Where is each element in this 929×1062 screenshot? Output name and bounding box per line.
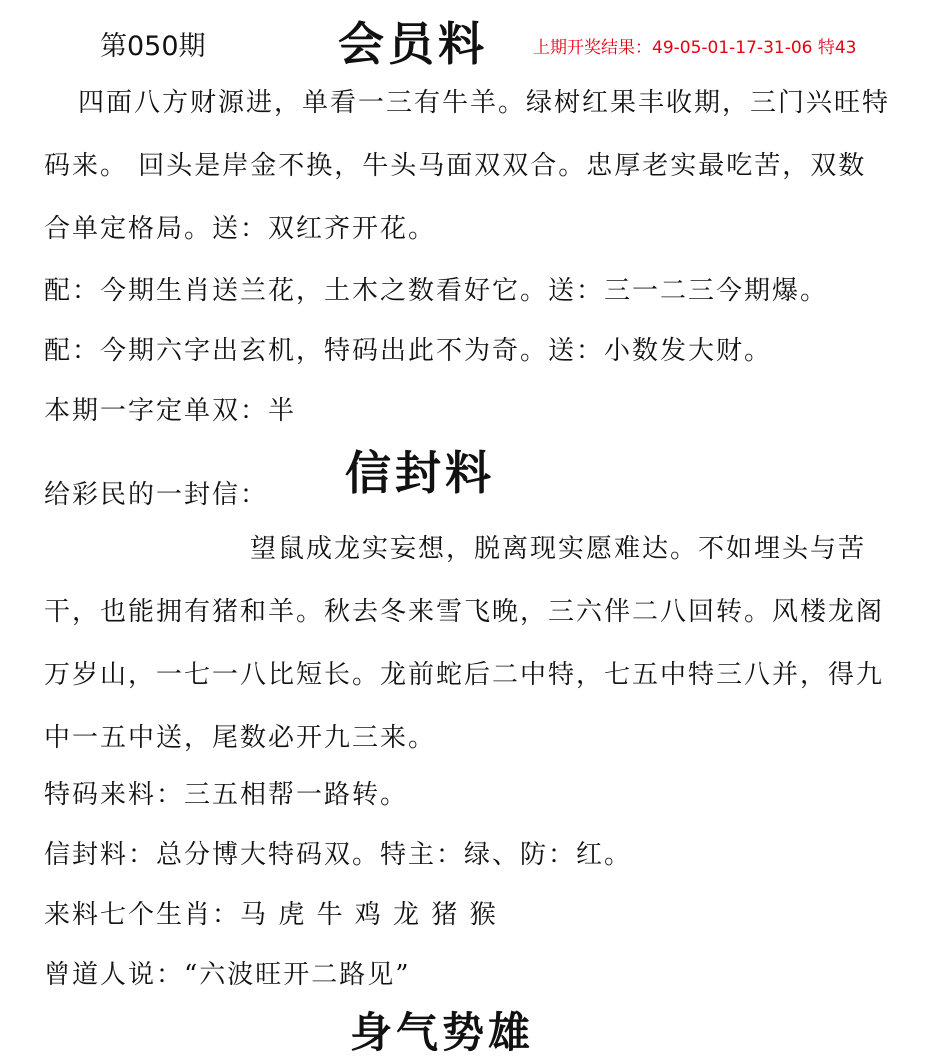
envelope-title: 信封料	[345, 446, 495, 500]
footer-title: 身气势雄	[350, 1008, 535, 1057]
zodiac-line: 来料七个生肖：马 虎 牛 鸡 龙 猪 猴	[44, 900, 498, 930]
pair-line-2: 配：今期六字出玄机，特码出此不为奇。送：小数发大财。	[44, 336, 773, 366]
pair-line-1: 配：今期生肖送兰花，土木之数看好它。送：三一二三今期爆。	[44, 276, 829, 306]
envelope-line: 信封料：总分博大特码双。特主：绿、防：红。	[44, 840, 633, 870]
letter-greeting: 给彩民的一封信：	[44, 480, 269, 510]
taoist-saying: 曾道人说：“六波旺开二路见”	[44, 960, 411, 990]
letter-body: 望鼠成龙实妄想，脱离现实愿难达。不如埋头与苦干，也能拥有猪和羊。秋去冬来雪飞晚，三六伴二八回转。风楼龙阁万岁山，一七一八比短长。龙前蛇后二中特，七五中特三八并，得九中一五中送，尾数必开九三来。	[44, 534, 885, 753]
special-code-line: 特码来料：三五相帮一路转。	[44, 780, 409, 810]
page-title: 会员料	[338, 17, 488, 71]
issue-number: 第050期	[100, 31, 206, 62]
member-poem: 四面八方财源进，单看一三有牛羊。绿树红果丰收期，三门兴旺特码来。 回头是岸金不换，牛头马面双双合。忠厚老实最吃苦，双数合单定格局。送：双红齐开花。	[44, 88, 891, 244]
last-draw-result: 上期开奖结果：49-05-01-17-31-06 特43	[533, 38, 857, 58]
odd-even-line: 本期一字定单双：半	[44, 396, 297, 426]
